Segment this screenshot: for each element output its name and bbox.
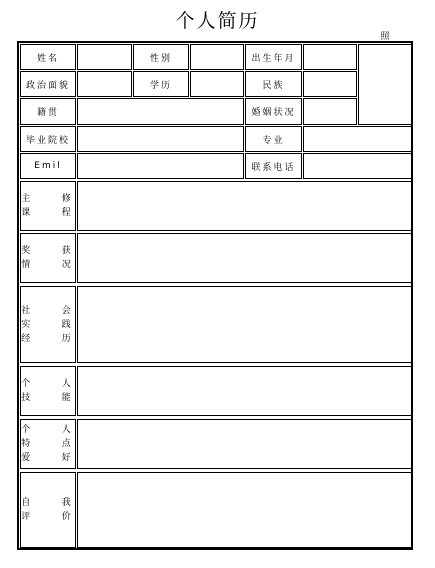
name-field[interactable] (77, 44, 132, 70)
name-label: 姓名 (20, 44, 76, 70)
gender-field[interactable] (190, 44, 244, 70)
gender-label: 性别 (133, 44, 189, 70)
phone-field[interactable] (303, 153, 412, 179)
photo-box[interactable] (358, 31, 412, 125)
major-label: 专业 (245, 126, 302, 152)
awards-label: 奖 获 情 况 (20, 233, 76, 283)
awards-field[interactable] (77, 233, 412, 283)
resume-table (17, 31, 413, 550)
hobbies-field[interactable] (77, 419, 412, 469)
origin-field[interactable] (77, 98, 244, 125)
political-status-label: 政治面貌 (20, 71, 76, 97)
email-label: Emil (20, 153, 76, 179)
courses-label: 主 修 课 程 (20, 181, 76, 231)
skills-label: 个 人 技 能 (20, 366, 76, 416)
education-field[interactable] (190, 71, 244, 97)
marital-status-field[interactable] (303, 98, 357, 125)
school-label: 毕业院校 (20, 126, 76, 152)
origin-label: 籍贯 (20, 98, 76, 125)
hobbies-label: 个 人 特 点 爱 好 (20, 419, 76, 469)
ethnicity-label: 民族 (245, 71, 302, 97)
ethnicity-field[interactable] (303, 71, 357, 97)
marital-status-label: 婚姻状况 (245, 98, 302, 125)
major-field[interactable] (303, 126, 412, 152)
email-field[interactable] (77, 153, 244, 179)
school-field[interactable] (77, 126, 244, 152)
social-practice-field[interactable] (77, 286, 412, 363)
page-title: 个人简历 (175, 10, 260, 32)
photo-label: 照 (380, 31, 390, 42)
phone-label: 联系电话 (245, 153, 302, 179)
skills-field[interactable] (77, 366, 412, 416)
birth-date-field[interactable] (303, 44, 357, 70)
political-status-field[interactable] (77, 71, 132, 97)
self-evaluation-label: 自 我 评 价 (20, 472, 76, 548)
self-evaluation-field[interactable] (77, 472, 412, 548)
courses-field[interactable] (77, 181, 412, 231)
education-label: 学历 (133, 71, 189, 97)
social-practice-label: 社 会 实 践 经 历 (20, 286, 76, 363)
birth-date-label: 出生年月 (245, 44, 302, 70)
